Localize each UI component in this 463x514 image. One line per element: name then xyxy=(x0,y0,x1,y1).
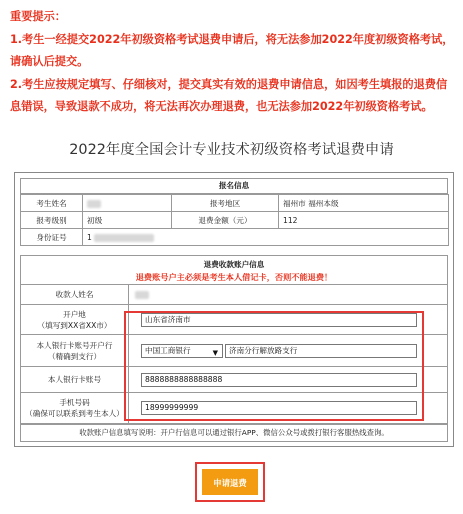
info-header: 报名信息 xyxy=(20,178,448,194)
phone-hint: （确保可以联系到考生本人） xyxy=(25,409,124,418)
footer-note: 收款账户信息填写说明：开户行信息可以通过银行APP、微信公众号或拨打银行客服热线查询。 xyxy=(20,424,448,442)
refund-warning: 退费账号户主必须是考生本人借记卡，否则不能退费！ xyxy=(135,272,333,282)
info-table xyxy=(20,194,449,246)
amount-value: 112 xyxy=(279,212,449,229)
name-value xyxy=(83,195,172,212)
highlight-box xyxy=(124,311,424,421)
refund-header xyxy=(20,255,448,285)
bank-select[interactable]: 中国工商银行 ▼ xyxy=(141,344,223,358)
payee-value xyxy=(129,285,447,304)
submit-highlight xyxy=(195,462,265,502)
location-hint: （填写到XX省XX市） xyxy=(37,320,112,330)
location-label: 开户地 （填写到XX省XX市） xyxy=(21,305,129,334)
branch-input[interactable]: 济南分行解放路支行 xyxy=(225,344,417,358)
id-label: 身份证号 xyxy=(21,229,83,246)
location-input[interactable]: 山东省济南市 xyxy=(141,313,417,327)
card-number-input[interactable]: 8888888888888888 xyxy=(141,373,417,387)
refund-header-title: 退费收款账户信息 xyxy=(203,260,265,269)
notice-heading: 重要提示： xyxy=(10,10,66,23)
notice-item-2: 2.考生应按规定填写、仔细核对，提交真实有效的退费申请信息，如因考生填报的退费信息错误，导致退款不成功，将无法再次办理退费，也无法参加2022年初级资格考试。 xyxy=(10,77,448,113)
payee-row xyxy=(20,285,448,305)
region-label: 报考地区 xyxy=(172,195,279,212)
notice-item-1: 1.考生一经提交2022年初级资格考试退费申请后，将无法参加2022年度初级资格考试，请确认后提交。 xyxy=(10,32,454,68)
card-label: 本人银行卡账号 xyxy=(21,367,129,392)
table-row xyxy=(21,229,449,246)
table-row xyxy=(21,212,449,229)
level-value: 初级 xyxy=(83,212,172,229)
phone-label: 手机号码 （确保可以联系到考生本人） xyxy=(21,393,129,423)
chevron-down-icon: ▼ xyxy=(212,349,218,357)
payee-label: 收款人姓名 xyxy=(21,285,129,304)
important-notice xyxy=(10,6,456,119)
level-label: 报考级别 xyxy=(21,212,83,229)
table-row xyxy=(21,195,449,212)
amount-label: 退费金额（元） xyxy=(172,212,279,229)
region-value: 福州市 福州本级 xyxy=(279,195,449,212)
phone-input[interactable]: 18999999999 xyxy=(141,401,417,415)
page-title: 2022年度全国会计专业技术初级资格考试退费申请 xyxy=(69,142,394,158)
id-value: 1 xyxy=(83,229,449,246)
bank-hint: （精确到支行） xyxy=(47,351,102,361)
submit-refund-button[interactable]: 申请退费 xyxy=(202,469,258,495)
bank-label: 本人银行卡账号开户行 （精确到支行） xyxy=(21,335,129,366)
name-label: 考生姓名 xyxy=(21,195,83,212)
